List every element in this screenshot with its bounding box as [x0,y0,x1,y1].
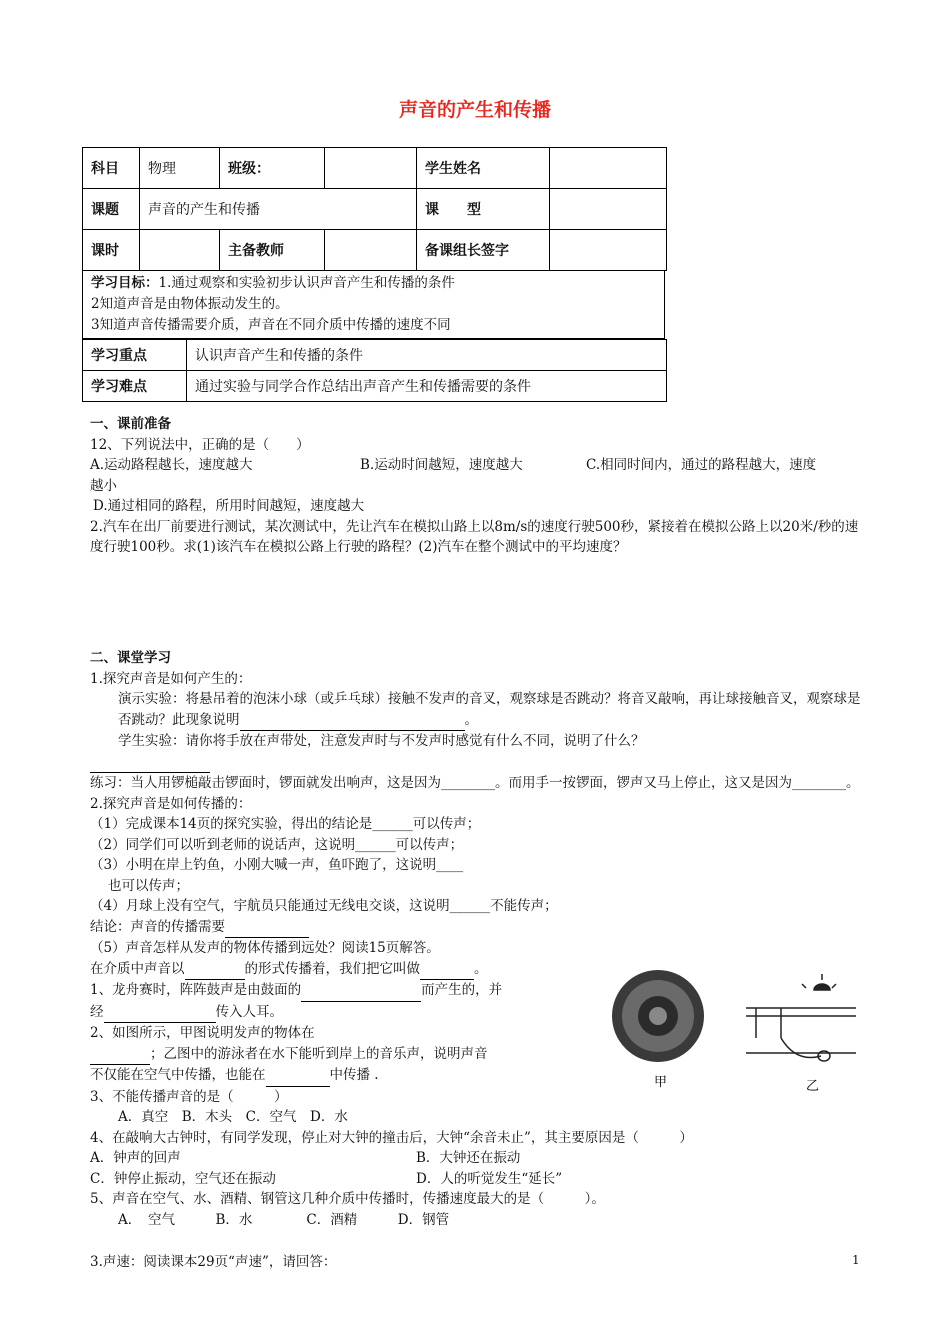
goal-line: 3知道声音传播需要介质，声音在不同介质中传播的速度不同 [91,317,451,333]
item: （3）小明在岸上钓鱼，小刚大喊一声，鱼吓跑了，这说明____ [90,857,464,873]
option: C．钟停止振动，空气还在振动 [90,1170,276,1187]
option: C.相同时间内，通过的路程越大，速度 [586,457,817,473]
option: B.运动时间越短，速度越大 [360,457,523,473]
table-cell: 科目 [83,148,140,189]
item: （5）声音怎样从发声的物体传播到远处？阅读15页解答。 [90,940,440,956]
option: A.运动路程越长，速度越大 [90,457,253,473]
table-cell: 班级： [220,148,325,189]
table-cell: 物理 [140,148,220,189]
table-cell [550,189,667,230]
paragraph: 练习：当人用锣槌敲击锣面时，锣面就发出响声，这是因为________。而用手一按锣面，锣声又马上停止，这又是因为________。 [90,775,860,791]
exercise: 2、如图所示，甲图说明发声的物体在 [90,1025,315,1041]
exercise-text: 而产生的，并 [421,982,503,998]
exercise-text: ；乙图中的游泳者在水下能听到岸上的音乐声，说明声音 [150,1045,488,1062]
table-cell: 学生姓名 [417,148,550,189]
paragraph: 学生实验：请你将手放在声带处，注意发声时与不发声时感觉有什么不同，说明了什么？ [118,733,645,749]
item: （4）月球上没有空气，宇航员只能通过无线电交谈，这说明______不能传声； [90,898,558,914]
keys-table [82,339,667,402]
figure-label-a: 甲 [654,1075,668,1090]
info-table [82,147,667,271]
option: B．大钟还在振动 [416,1150,521,1166]
section-heading: 一、课前准备 [90,416,171,432]
exercise: 5、声音在空气、水、酒精、钢管这几种介质中传播时，传播速度最大的是（ ）。 [90,1191,605,1207]
table-cell [325,230,417,271]
page-number: 1 [852,1253,860,1267]
options: A．真空 B．木头 C．空气 D．水 [118,1109,348,1125]
section-heading: 二、课堂学习 [90,650,171,666]
options [90,1148,865,1169]
subheading: 3.声速：阅读课本29页“声速”，请回答： [90,1254,337,1270]
subheading: 1.探究声音是如何产生的： [90,670,252,687]
section-prep [90,414,865,558]
item: 也可以传声； [108,877,189,894]
practice-text: 练习：当人用锣槌敲击锣面时，锣面就发出响声，这是因为 [90,775,441,791]
question-options [90,455,865,476]
table-row [83,340,667,371]
table-cell [550,230,667,271]
table-cell: 备课组长签字 [417,230,550,271]
medium-text: 的形式传播着，我们把它叫做 [244,960,420,977]
options [90,1169,865,1190]
table-row [83,189,667,230]
table-row [83,230,667,271]
difficulty-label: 学习难点 [83,371,187,402]
options: A． 空气 B．水 C．酒精 D．钢管 [118,1211,450,1228]
option: D．人的听觉发生“延长” [416,1170,563,1187]
table-cell: 课时 [83,230,140,271]
option: A．钟声的回声 [90,1150,181,1166]
exercise: 3、不能传播声音的是（ ） [90,1088,288,1105]
difficulty-text: 通过实验与同学合作总结出声音产生和传播需要的条件 [187,371,667,402]
option: 越小 [90,477,117,494]
paragraph: 在介质中声音以 的形式传播着，我们把它叫做 。 [90,959,865,981]
goal-line: 1.通过观察和实验初步认识声音产生和传播的条件 [158,275,455,291]
answer-blank [90,752,865,774]
conclusion-text: 结论：声音的传播需要 [90,918,225,935]
demo-text: 演示实验：将悬吊着的泡沫小球（或乒乓球）接触不发声的音叉，观察球是否跳动？将音叉敲响，再让球接触音叉，观察球是否跳动？此现象说明 [118,691,861,728]
table-cell [550,148,667,189]
practice-text: 。而用手一按锣面，锣声又马上停止，这又是因为 [495,775,792,791]
table-row [83,371,667,402]
exercise-text: 1、龙舟赛时，阵阵鼓声是由鼓面的 [90,982,302,998]
medium-text: 在介质中声音以 [90,960,185,977]
speaker-image [612,970,704,1062]
exercise-text: 传入人耳。 [215,1003,283,1020]
focus-label: 学习重点 [83,340,187,371]
table-cell [325,148,417,189]
exercise-text: 经 [90,1003,104,1020]
goals-label: 学习目标： [91,275,159,291]
section-class [90,648,865,1273]
exercise: 4、在敲响大古钟时，有同学发现，停止对大钟的撞击后，大钟“余音未止”，其主要原因是（ ） [90,1129,693,1146]
exercise-text: 中传播 . [329,1067,379,1083]
conclusion [90,917,865,939]
option: D.通过相同的路程，所用时间越短，速度越大 [93,498,365,514]
table-cell: 课题 [83,189,140,230]
goal-line: 2知道声音是由物体振动发生的。 [91,296,289,312]
learning-goals [82,271,665,339]
page-title: 声音的产生和传播 [398,99,551,121]
figure-label-b: 乙 [806,1079,820,1094]
subheading: 2.探究声音是如何传播的： [90,795,252,812]
item: （2）同学们可以听到老师的说话声，这说明______可以传声； [90,836,464,853]
exercise-text: 不仅能在空气中传播，也能在 [90,1067,266,1083]
table-cell: 主备教师 [220,230,325,271]
swimmer-image [746,974,856,1061]
question: 12、下列说法中，正确的是（ ） [90,436,310,453]
focus-text: 认识声音产生和传播的条件 [187,340,667,371]
paragraph: 演示实验：将悬吊着的泡沫小球（或乒乓球）接触不发声的音叉，观察球是否跳动？将音叉敲响，再让球接触音叉，观察球是否跳动？此现象说明 。 [90,689,865,731]
item: （1）完成课本14页的探究实验，得出的结论是______可以传声； [90,816,481,832]
table-row [83,148,667,189]
sound-figure [606,968,866,1098]
table-cell [140,230,220,271]
question: 2.汽车在出厂前要进行测试，某次测试中，先让汽车在模拟山路上以8m/s的速度行驶500秒，紧接着在模拟公路上以20米/秒的速度行驶100秒。求(1)该汽车在模拟公路上行驶的路程？(2)汽车在整个测试中的平均速度？ [90,518,859,555]
table-cell: 课 型 [417,189,550,230]
table-cell: 声音的产生和传播 [140,189,417,230]
